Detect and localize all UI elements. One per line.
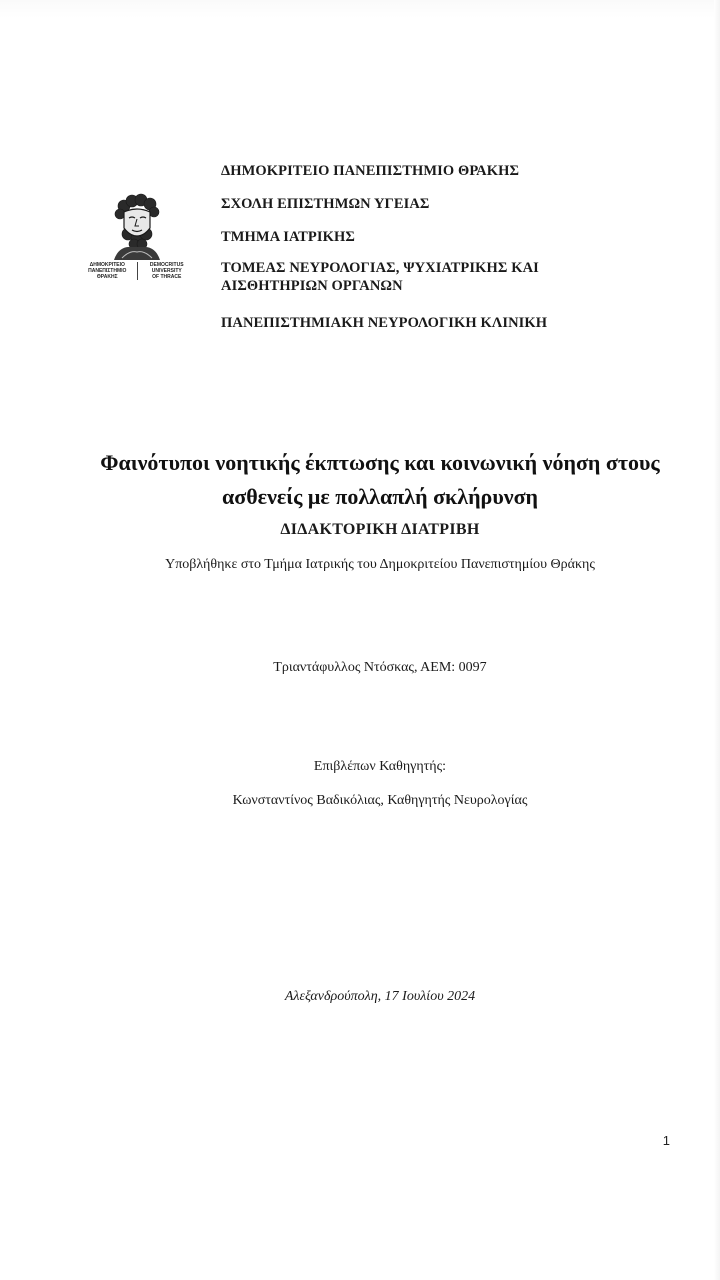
page-number: 1	[662, 1133, 670, 1148]
supervisor-label: Επιβλέπων Καθηγητής:	[313, 759, 447, 774]
clinic-name: ΠΑΝΕΠΙΣΤΗΜΙΑΚΗ ΝΕΥΡΟΛΟΓΙΚΗ ΚΛΙΝΙΚΗ	[221, 315, 548, 331]
page-top-edge	[0, 0, 720, 18]
page-right-edge	[714, 0, 720, 1280]
place-date: Αλεξανδρούπολη, 17 Ιουλίου 2024	[284, 989, 476, 1004]
school-name: ΣΧΟΛΗ ΕΠΙΣΤΗΜΩΝ ΥΓΕΙΑΣ	[221, 196, 430, 212]
university-seal-icon	[104, 192, 170, 262]
logo-caption-greek: ΔΗΜΟΚΡΙΤΕΙΟ ΠΑΝΕΠΙΣΤΗΜΙΟ ΘΡΑΚΗΣ	[88, 262, 127, 280]
department-name: ΤΜΗΜΑ ΙΑΤΡΙΚΗΣ	[221, 229, 355, 245]
author-line: Τριαντάφυλλος Ντόσκας, ΑΕΜ: 0097	[273, 660, 487, 675]
submission-statement: Υποβλήθηκε στο Τμήμα Ιατρικής του Δημοκριτείου Πανεπιστημίου Θράκης	[165, 557, 595, 572]
logo-caption-divider	[137, 262, 138, 280]
thesis-type: ΔΙΔΑΚΤΟΡΙΚΗ ΔΙΑΤΡΙΒΗ	[280, 521, 480, 538]
logo-caption-english: DEMOCRITUS UNIVERSITY OF THRACE	[149, 262, 184, 280]
logo-caption	[82, 262, 192, 280]
thesis-title: Φαινότυποι νοητικής έκπτωσης και κοινωνική νόηση στους ασθενείς με πολλαπλή σκλήρυνση	[100, 450, 660, 509]
university-logo	[82, 192, 192, 292]
supervisor-name: Κωνσταντίνος Βαδικόλιας, Καθηγητής Νευρολογίας	[232, 793, 528, 808]
sector-name: ΤΟΜΕΑΣ ΝΕΥΡΟΛΟΓΙΑΣ, ΨΥΧΙΑΤΡΙΚΗΣ ΚΑΙ ΑΙΣΘΗΤΗΡΙΩΝ ΟΡΓΑΝΩΝ	[221, 260, 539, 294]
university-name: ΔΗΜΟΚΡΙΤΕΙΟ ΠΑΝΕΠΙΣΤΗΜΙΟ ΘΡΑΚΗΣ	[221, 163, 520, 179]
